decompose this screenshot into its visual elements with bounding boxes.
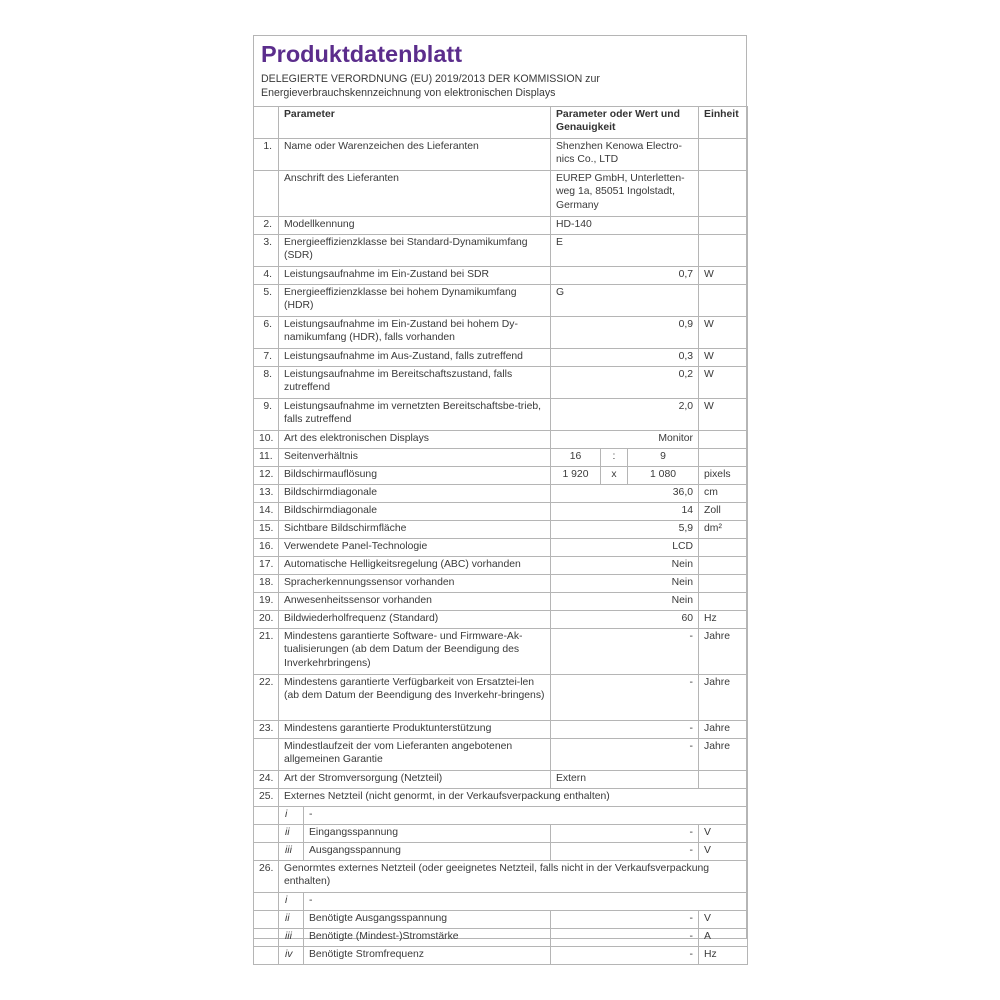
row-unit bbox=[699, 593, 748, 611]
row-label: Eingangsspannung bbox=[304, 825, 551, 843]
row-number: 25. bbox=[254, 789, 279, 807]
row-number bbox=[254, 825, 279, 843]
row-value: 60 bbox=[551, 611, 699, 629]
row-value: 2,0 bbox=[551, 399, 699, 431]
row-unit bbox=[699, 557, 748, 575]
row-number: 10. bbox=[254, 431, 279, 449]
row-number: 9. bbox=[254, 399, 279, 431]
row-number: 26. bbox=[254, 861, 279, 893]
sub-index: iii bbox=[279, 929, 304, 947]
table-subrow bbox=[254, 929, 748, 947]
product-data-table bbox=[253, 106, 748, 965]
row-value: - bbox=[551, 825, 699, 843]
sub-index: iv bbox=[279, 947, 304, 965]
page-title: Produktdatenblatt bbox=[261, 41, 463, 67]
row-value: - bbox=[551, 675, 699, 721]
row-label: Leistungsaufnahme im Ein-Zustand bei SDR bbox=[279, 267, 551, 285]
row-label: Spracherkennungssensor vorhanden bbox=[279, 575, 551, 593]
row-number bbox=[254, 929, 279, 947]
row-number: 20. bbox=[254, 611, 279, 629]
table-row bbox=[254, 675, 748, 721]
row-unit: V bbox=[699, 911, 748, 929]
row-number: 7. bbox=[254, 349, 279, 367]
row-unit bbox=[699, 217, 748, 235]
table-row bbox=[254, 575, 748, 593]
table-row bbox=[254, 721, 748, 739]
row-value: 0,2 bbox=[551, 367, 699, 399]
table-row bbox=[254, 485, 748, 503]
table-row bbox=[254, 539, 748, 557]
row-label: Bildschirmdiagonale bbox=[279, 485, 551, 503]
row-value: 0,7 bbox=[551, 267, 699, 285]
row-unit bbox=[699, 139, 748, 171]
table-subrow bbox=[254, 911, 748, 929]
row-unit bbox=[699, 431, 748, 449]
row-number: 2. bbox=[254, 217, 279, 235]
row-label: Ausgangsspannung bbox=[304, 843, 551, 861]
row-number: 18. bbox=[254, 575, 279, 593]
table-row bbox=[254, 593, 748, 611]
table-row bbox=[254, 317, 748, 349]
row-unit bbox=[699, 171, 748, 217]
row-unit: W bbox=[699, 367, 748, 399]
row-number: 23. bbox=[254, 721, 279, 739]
row-unit: V bbox=[699, 825, 748, 843]
row-unit bbox=[699, 771, 748, 789]
ratio-separator: : bbox=[601, 449, 628, 467]
row-value: Nein bbox=[551, 593, 699, 611]
sub-index: ii bbox=[279, 825, 304, 843]
table-row bbox=[254, 739, 748, 771]
row-label: Mindestens garantierte Produktunterstützung bbox=[279, 721, 551, 739]
row-unit: cm bbox=[699, 485, 748, 503]
table-row bbox=[254, 467, 748, 485]
row-value: 0,3 bbox=[551, 349, 699, 367]
sub-index: iii bbox=[279, 843, 304, 861]
resolution-separator: x bbox=[601, 467, 628, 485]
table-subrow bbox=[254, 825, 748, 843]
row-number bbox=[254, 739, 279, 771]
table-row bbox=[254, 629, 748, 675]
row-number: 13. bbox=[254, 485, 279, 503]
row-value: - bbox=[551, 721, 699, 739]
table-row bbox=[254, 557, 748, 575]
row-number bbox=[254, 893, 279, 911]
row-unit: W bbox=[699, 317, 748, 349]
row-label: Benötigte Stromfrequenz bbox=[304, 947, 551, 965]
table-row bbox=[254, 285, 748, 317]
row-label: Art des elektronischen Displays bbox=[279, 431, 551, 449]
row-value: - bbox=[551, 629, 699, 675]
table-subrow bbox=[254, 843, 748, 861]
row-unit: A bbox=[699, 929, 748, 947]
sub-index: ii bbox=[279, 911, 304, 929]
sub-index: i bbox=[279, 893, 304, 911]
table-row bbox=[254, 267, 748, 285]
row-value: Monitor bbox=[551, 431, 699, 449]
row-unit: Hz bbox=[699, 611, 748, 629]
row-number: 15. bbox=[254, 521, 279, 539]
row-label: Benötigte Ausgangsspannung bbox=[304, 911, 551, 929]
row-value: Extern bbox=[551, 771, 699, 789]
ratio-height: 9 bbox=[628, 449, 699, 467]
row-unit bbox=[699, 235, 748, 267]
row-value: - bbox=[551, 911, 699, 929]
header-parameter: Parameter bbox=[279, 107, 551, 139]
row-label: Bildschirmauflösung bbox=[279, 467, 551, 485]
row-number: 4. bbox=[254, 267, 279, 285]
row-number bbox=[254, 843, 279, 861]
sub-index: i bbox=[279, 807, 304, 825]
row-label: Mindestens garantierte Software- und Firmware-Ak-tualisierungen (ab dem Datum der Beendigung des Inverkehrbringens) bbox=[279, 629, 551, 675]
row-label: Verwendete Panel-Technologie bbox=[279, 539, 551, 557]
row-label: Genormtes externes Netzteil (oder geeignetes Netzteil, falls nicht in der Verkaufsverpackung enthalten) bbox=[279, 861, 748, 893]
row-label: Bildschirmdiagonale bbox=[279, 503, 551, 521]
resolution-width: 1 920 bbox=[551, 467, 601, 485]
row-number: 16. bbox=[254, 539, 279, 557]
ratio-width: 16 bbox=[551, 449, 601, 467]
row-label: Leistungsaufnahme im Aus-Zustand, falls zutreffend bbox=[279, 349, 551, 367]
row-value: - bbox=[551, 843, 699, 861]
row-label: Sichtbare Bildschirmfläche bbox=[279, 521, 551, 539]
row-number: 1. bbox=[254, 139, 279, 171]
row-unit bbox=[699, 449, 748, 467]
table-row bbox=[254, 503, 748, 521]
row-label: Leistungsaufnahme im Ein-Zustand bei hohem Dy-namikumfang (HDR), falls vorhanden bbox=[279, 317, 551, 349]
table-row bbox=[254, 771, 748, 789]
row-number: 8. bbox=[254, 367, 279, 399]
row-unit: Zoll bbox=[699, 503, 748, 521]
row-label: - bbox=[304, 807, 748, 825]
table-row bbox=[254, 861, 748, 893]
row-number bbox=[254, 911, 279, 929]
row-number bbox=[254, 947, 279, 965]
table-row bbox=[254, 235, 748, 267]
resolution-height: 1 080 bbox=[628, 467, 699, 485]
header-unit: Einheit bbox=[699, 107, 748, 139]
row-number: 12. bbox=[254, 467, 279, 485]
row-unit: W bbox=[699, 399, 748, 431]
row-label: Leistungsaufnahme im Bereitschaftszustand, falls zutreffend bbox=[279, 367, 551, 399]
row-value: Shenzhen Kenowa Electro-nics Co., LTD bbox=[551, 139, 699, 171]
row-label: Mindestlaufzeit der vom Lieferanten angebotenen allgemeinen Garantie bbox=[279, 739, 551, 771]
product-data-sheet bbox=[253, 35, 747, 960]
row-value: HD-140 bbox=[551, 217, 699, 235]
row-label: Anschrift des Lieferanten bbox=[279, 171, 551, 217]
row-number: 22. bbox=[254, 675, 279, 721]
row-label: Externes Netzteil (nicht genormt, in der Verkaufsverpackung enthalten) bbox=[279, 789, 748, 807]
row-label: Leistungsaufnahme im vernetzten Bereitschaftsbe-trieb, falls zutreffend bbox=[279, 399, 551, 431]
row-label: Automatische Helligkeitsregelung (ABC) vorhanden bbox=[279, 557, 551, 575]
row-value: E bbox=[551, 235, 699, 267]
row-label: Energieeffizienzklasse bei hohem Dynamikumfang (HDR) bbox=[279, 285, 551, 317]
row-label: Energieeffizienzklasse bei Standard-Dynamikumfang (SDR) bbox=[279, 235, 551, 267]
row-unit: V bbox=[699, 843, 748, 861]
row-number: 21. bbox=[254, 629, 279, 675]
row-value: Nein bbox=[551, 575, 699, 593]
row-number: 24. bbox=[254, 771, 279, 789]
row-unit: pixels bbox=[699, 467, 748, 485]
row-number: 19. bbox=[254, 593, 279, 611]
table-row bbox=[254, 217, 748, 235]
header-value: Parameter oder Wert und Genauigkeit bbox=[551, 107, 699, 139]
table-row bbox=[254, 789, 748, 807]
row-value: G bbox=[551, 285, 699, 317]
table-row bbox=[254, 399, 748, 431]
row-value: - bbox=[551, 947, 699, 965]
row-unit: W bbox=[699, 349, 748, 367]
table-row bbox=[254, 431, 748, 449]
row-unit: Jahre bbox=[699, 629, 748, 675]
row-unit: W bbox=[699, 267, 748, 285]
row-value: LCD bbox=[551, 539, 699, 557]
table-row bbox=[254, 367, 748, 399]
row-number bbox=[254, 171, 279, 217]
table-subrow bbox=[254, 807, 748, 825]
row-unit: Jahre bbox=[699, 739, 748, 771]
row-value: - bbox=[551, 929, 699, 947]
row-number: 11. bbox=[254, 449, 279, 467]
row-value: 0,9 bbox=[551, 317, 699, 349]
row-unit bbox=[699, 539, 748, 557]
row-label: - bbox=[304, 893, 748, 911]
table-row bbox=[254, 449, 748, 467]
row-unit: Hz bbox=[699, 947, 748, 965]
table-row bbox=[254, 139, 748, 171]
row-label: Anwesenheitssensor vorhanden bbox=[279, 593, 551, 611]
row-value: 36,0 bbox=[551, 485, 699, 503]
row-label: Name oder Warenzeichen des Lieferanten bbox=[279, 139, 551, 171]
row-value: EUREP GmbH, Unterletten-weg 1a, 85051 Ingolstadt, Germany bbox=[551, 171, 699, 217]
table-row bbox=[254, 171, 748, 217]
row-unit: Jahre bbox=[699, 675, 748, 721]
row-unit bbox=[699, 285, 748, 317]
table-row bbox=[254, 349, 748, 367]
row-value: 5,9 bbox=[551, 521, 699, 539]
row-value: 14 bbox=[551, 503, 699, 521]
table-subrow bbox=[254, 947, 748, 965]
row-number: 14. bbox=[254, 503, 279, 521]
table-header-row bbox=[254, 107, 748, 139]
row-value: Nein bbox=[551, 557, 699, 575]
table-row bbox=[254, 611, 748, 629]
row-number: 5. bbox=[254, 285, 279, 317]
row-number: 6. bbox=[254, 317, 279, 349]
header-num-cell bbox=[254, 107, 279, 139]
row-unit bbox=[699, 575, 748, 593]
row-number: 3. bbox=[254, 235, 279, 267]
table-row bbox=[254, 521, 748, 539]
table-subrow bbox=[254, 893, 748, 911]
row-label: Seitenverhältnis bbox=[279, 449, 551, 467]
row-unit: dm² bbox=[699, 521, 748, 539]
row-label: Art der Stromversorgung (Netzteil) bbox=[279, 771, 551, 789]
row-label: Bildwiederholfrequenz (Standard) bbox=[279, 611, 551, 629]
row-value: - bbox=[551, 739, 699, 771]
row-number: 17. bbox=[254, 557, 279, 575]
row-label: Mindestens garantierte Verfügbarkeit von Ersatztei-len (ab dem Datum der Beendigung des Inverkehr-bringens) bbox=[279, 675, 551, 721]
row-label: Benötigte (Mindest-)Stromstärke bbox=[304, 929, 551, 947]
regulation-subtitle: DELEGIERTE VERORDNUNG (EU) 2019/2013 DER KOMMISSION zur Energieverbrauchskennzeichnung von elektronischen Displays bbox=[261, 73, 600, 99]
row-label: Modellkennung bbox=[279, 217, 551, 235]
row-unit: Jahre bbox=[699, 721, 748, 739]
row-number bbox=[254, 807, 279, 825]
